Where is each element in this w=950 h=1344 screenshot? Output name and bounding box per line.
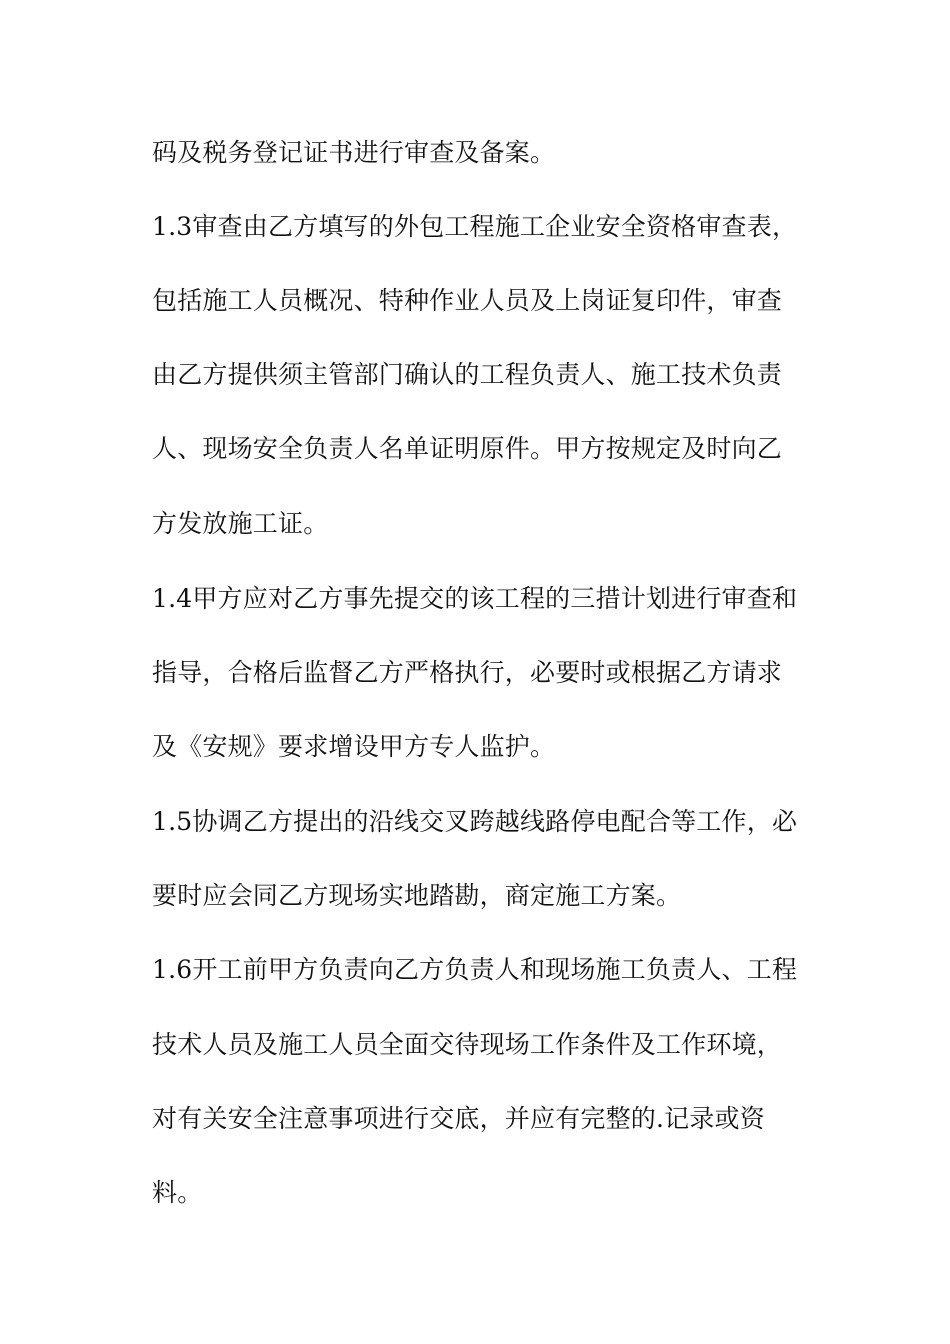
text-line: 由乙方提供须主管部门确认的工程负责人、施工技术负责 — [152, 360, 783, 389]
text-line: 料。 — [152, 1178, 203, 1207]
text-line: 包括施工人员概况、特种作业人员及上岗证复印件，审查 — [152, 286, 783, 315]
text-line: 码及税务登记证书进行审查及备案。 — [152, 138, 556, 167]
text-line: 技术人员及施工人员全面交待现场工作条件及工作环境， — [152, 1030, 783, 1059]
text-line: 对有关安全注意事项进行交底，并应有完整的.记录或资 — [152, 1104, 765, 1133]
text-line: 1.3审查由乙方填写的外包工程施工企业安全资格审查表， — [152, 212, 798, 241]
text-line: 1.4甲方应对乙方事先提交的该工程的三措计划进行审查和 — [152, 584, 798, 613]
text-line: 1.5协调乙方提出的沿线交叉跨越线路停电配合等工作，必 — [152, 807, 798, 836]
text-line: 指导，合格后监督乙方严格执行，必要时或根据乙方请求 — [152, 658, 783, 687]
text-line: 人、现场安全负责人名单证明原件。甲方按规定及时向乙 — [152, 434, 783, 463]
text-line: 方发放施工证。 — [152, 509, 329, 538]
text-line: 及《安规》要求增设甲方专人监护。 — [152, 732, 556, 761]
text-line: 1.6开工前甲方负责向乙方负责人和现场施工负责人、工程 — [152, 955, 798, 984]
text-line: 要时应会同乙方现场实地踏勘，商定施工方案。 — [152, 881, 682, 910]
